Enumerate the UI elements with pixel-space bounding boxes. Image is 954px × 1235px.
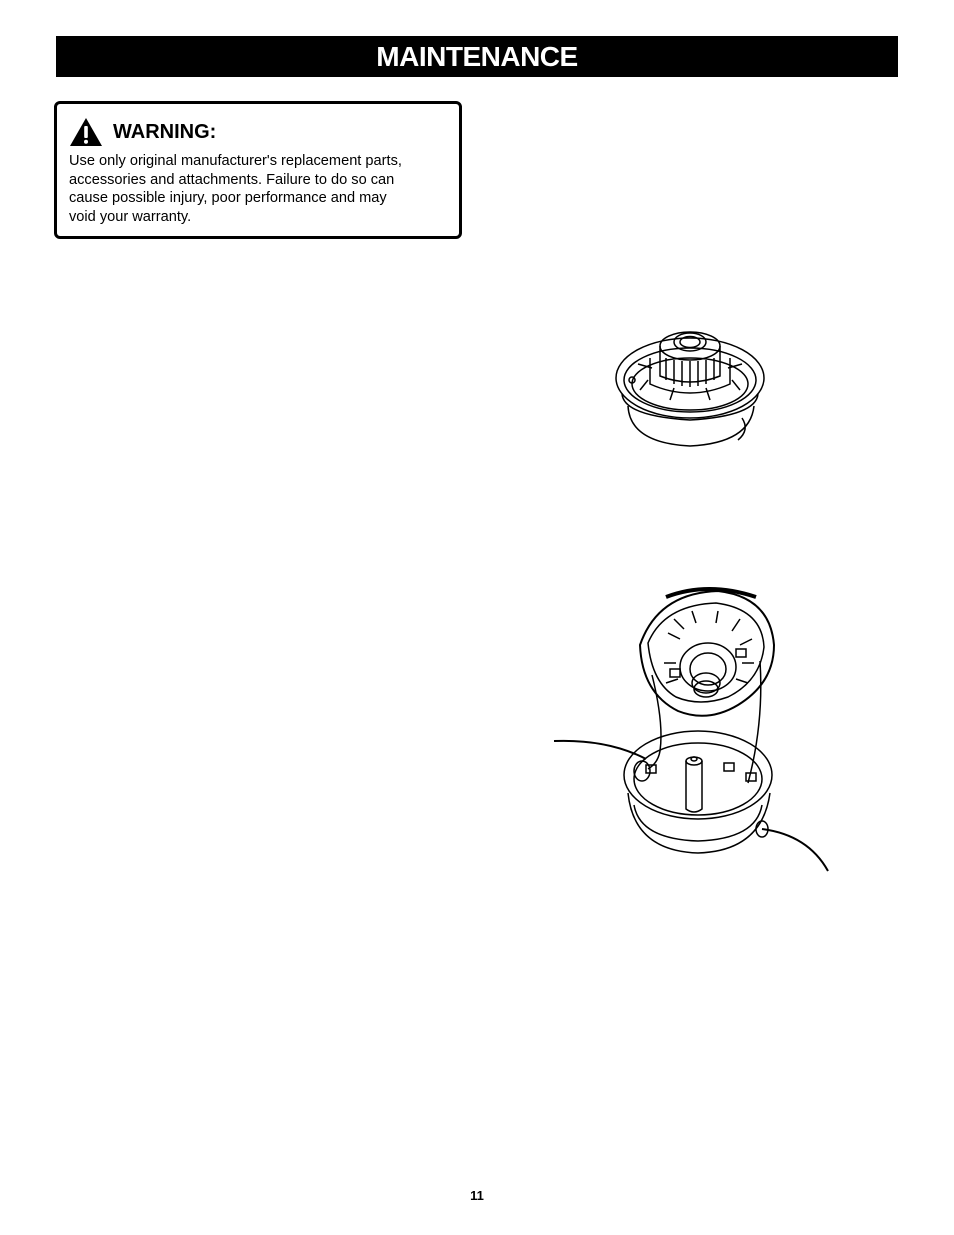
warning-text bbox=[69, 152, 449, 227]
warning-line: void your warranty. bbox=[69, 209, 192, 226]
warning-box bbox=[54, 101, 462, 239]
warning-line: Use only original manufacturer's replacement parts, bbox=[69, 153, 402, 169]
page-number: 11 bbox=[470, 1188, 484, 1203]
warning-title: WARNING: bbox=[113, 121, 217, 143]
trimmer-spool-line-illustration bbox=[548, 583, 838, 875]
warning-triangle-icon bbox=[69, 117, 103, 147]
trimmer-head-illustration bbox=[610, 318, 770, 458]
page-title-bar bbox=[56, 36, 898, 77]
page-title: MAINTENANCE bbox=[376, 40, 578, 72]
warning-header bbox=[69, 117, 216, 147]
warning-line: accessories and attachments. Failure to do so can bbox=[69, 171, 395, 188]
warning-line: cause possible injury, poor performance and may bbox=[69, 190, 387, 207]
